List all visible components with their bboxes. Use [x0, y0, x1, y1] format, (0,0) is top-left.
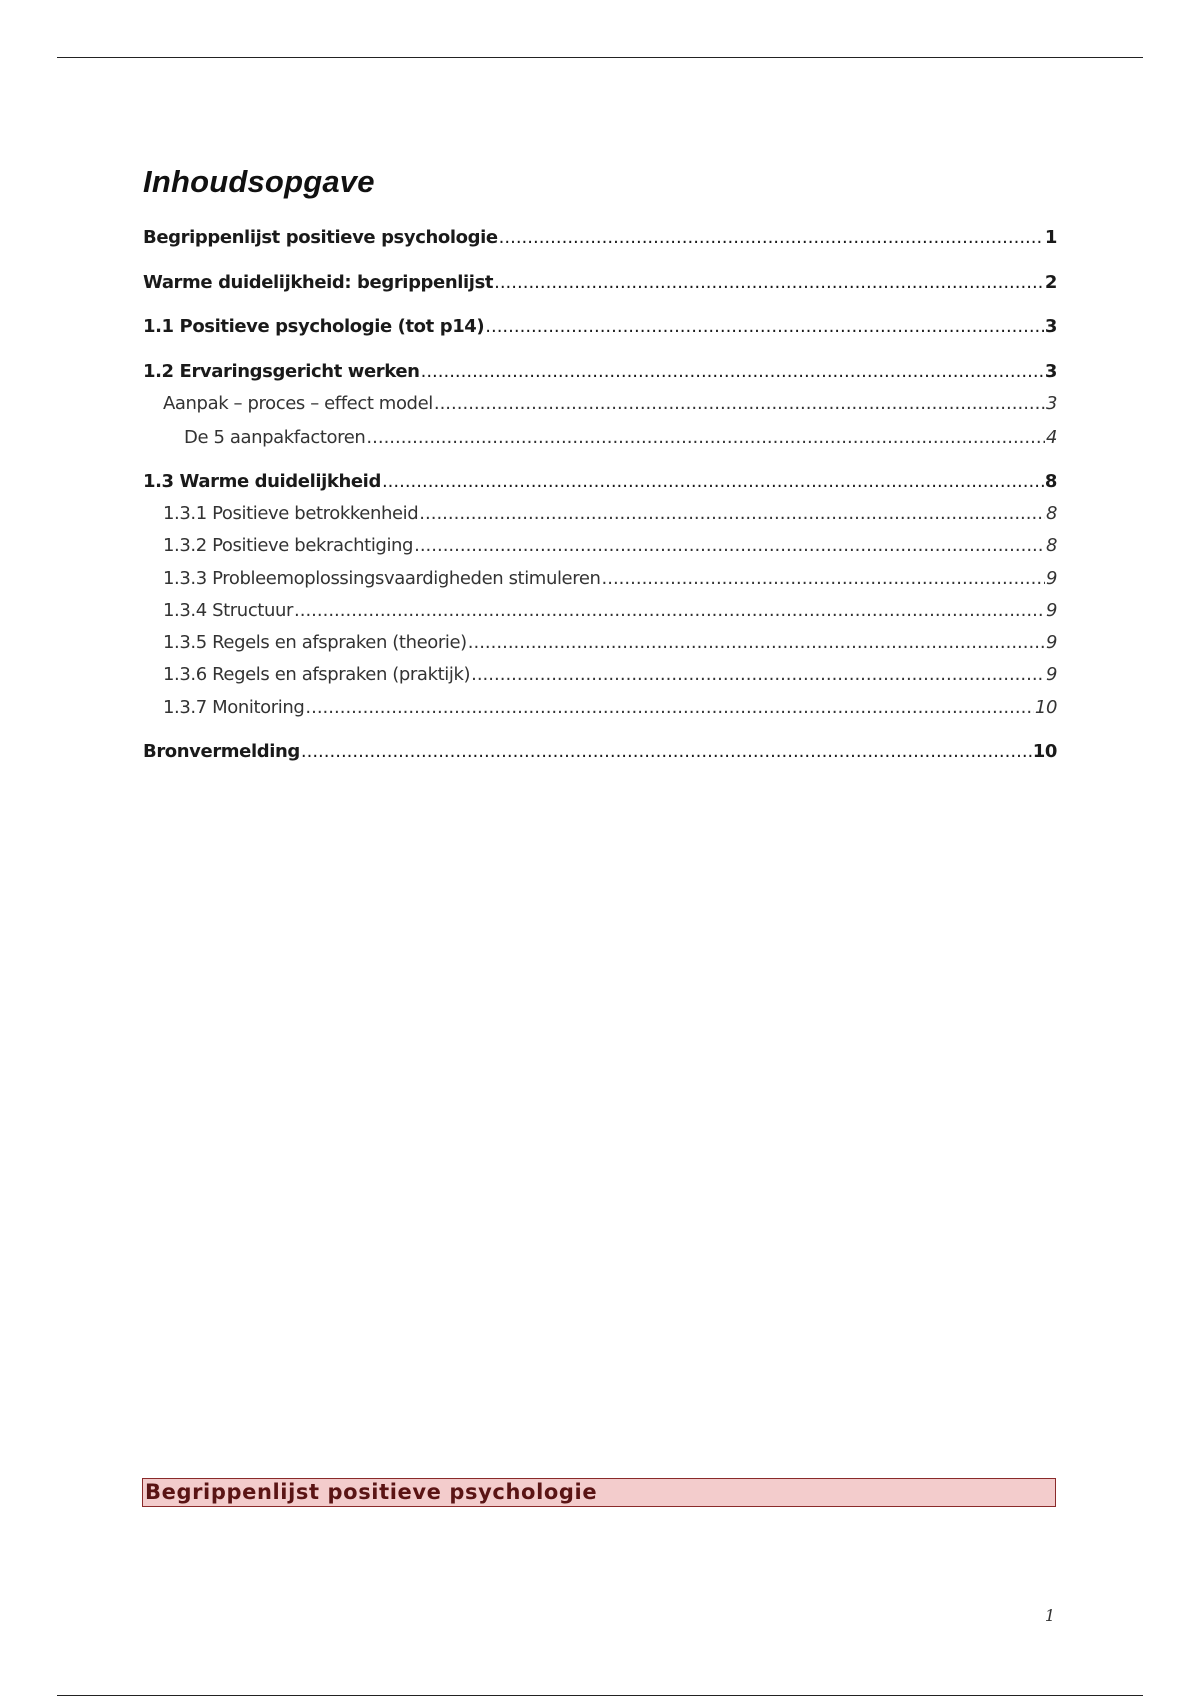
- toc-entry[interactable]: [143, 226, 1057, 250]
- toc-leader-dots: [499, 226, 1044, 250]
- toc-entry[interactable]: [163, 696, 1057, 720]
- toc-title: Inhoudsopgave: [143, 164, 375, 199]
- toc-entry-page: 3: [1045, 393, 1057, 414]
- toc-entry-label: 1.3.4 Structuur: [163, 600, 293, 621]
- toc-entry[interactable]: [143, 315, 1057, 339]
- toc-entry-label: Aanpak – proces – effect model: [163, 393, 433, 414]
- footer-rule: [57, 1695, 1143, 1696]
- toc-entry[interactable]: [163, 663, 1057, 687]
- toc-entry-label: Warme duidelijkheid: begrippenlijst: [143, 272, 494, 293]
- toc-leader-dots: [414, 534, 1045, 558]
- section-heading: Begrippenlijst positieve psychologie: [142, 1478, 1056, 1507]
- toc-leader-dots: [294, 599, 1045, 623]
- toc-entry-page: 9: [1045, 632, 1057, 653]
- toc-entry[interactable]: [143, 470, 1057, 494]
- toc-entry-page: 1: [1044, 227, 1057, 248]
- toc-entry-label: 1.1 Positieve psychologie (tot p14): [143, 316, 485, 337]
- toc-entry-label: De 5 aanpakfactoren: [184, 427, 366, 448]
- toc-entry-label: Begrippenlijst positieve psychologie: [143, 227, 498, 248]
- toc-entry-page: 4: [1045, 427, 1057, 448]
- toc-entry-page: 9: [1045, 568, 1057, 589]
- toc-entry[interactable]: [163, 534, 1057, 558]
- toc-entry[interactable]: [163, 599, 1057, 623]
- toc-leader-dots: [366, 426, 1045, 450]
- toc-leader-dots: [468, 631, 1045, 655]
- toc-entry[interactable]: [143, 360, 1057, 384]
- toc-leader-dots: [471, 663, 1045, 687]
- toc-entry-label: 1.3.3 Probleemoplossingsvaardigheden stimuleren: [163, 568, 601, 589]
- toc-leader-dots: [485, 315, 1044, 339]
- toc-entry-page: 9: [1045, 600, 1057, 621]
- toc-entry-page: 9: [1045, 664, 1057, 685]
- toc-leader-dots: [494, 271, 1044, 295]
- toc-entry-label: 1.3.2 Positieve bekrachtiging: [163, 535, 414, 556]
- toc-entry[interactable]: [163, 567, 1057, 591]
- toc-entry-label: 1.3.5 Regels en afspraken (theorie): [163, 632, 467, 653]
- toc-entry[interactable]: [163, 631, 1057, 655]
- toc-entry[interactable]: [184, 426, 1057, 450]
- toc-entry-page: 3: [1044, 361, 1057, 382]
- toc-leader-dots: [434, 392, 1045, 416]
- page-number: 1: [1044, 1606, 1055, 1625]
- toc-entry-page: 10: [1034, 697, 1057, 718]
- toc-entry-page: 3: [1044, 316, 1057, 337]
- toc-leader-dots: [301, 740, 1032, 764]
- toc-entry[interactable]: [143, 271, 1057, 295]
- toc-entry-label: 1.3 Warme duidelijkheid: [143, 471, 381, 492]
- toc-leader-dots: [382, 470, 1044, 494]
- toc-entry[interactable]: [163, 392, 1057, 416]
- toc-entry-page: 2: [1044, 272, 1057, 293]
- toc-entry-label: 1.3.1 Positieve betrokkenheid: [163, 503, 419, 524]
- toc-entry-page: 8: [1045, 503, 1057, 524]
- toc-entry-label: 1.3.6 Regels en afspraken (praktijk): [163, 664, 471, 685]
- toc-entry-label: Bronvermelding: [143, 741, 300, 762]
- toc-leader-dots: [421, 360, 1044, 384]
- toc-entry[interactable]: [143, 740, 1057, 764]
- toc-leader-dots: [305, 696, 1034, 720]
- toc-leader-dots: [419, 502, 1045, 526]
- header-rule: [57, 57, 1143, 58]
- toc-leader-dots: [602, 567, 1045, 591]
- toc-entry-page: 8: [1045, 535, 1057, 556]
- toc-entry-page: 8: [1044, 471, 1057, 492]
- toc-entry-label: 1.2 Ervaringsgericht werken: [143, 361, 420, 382]
- toc-entry-label: 1.3.7 Monitoring: [163, 697, 305, 718]
- toc-entry-page: 10: [1032, 741, 1057, 762]
- toc-entry[interactable]: [163, 502, 1057, 526]
